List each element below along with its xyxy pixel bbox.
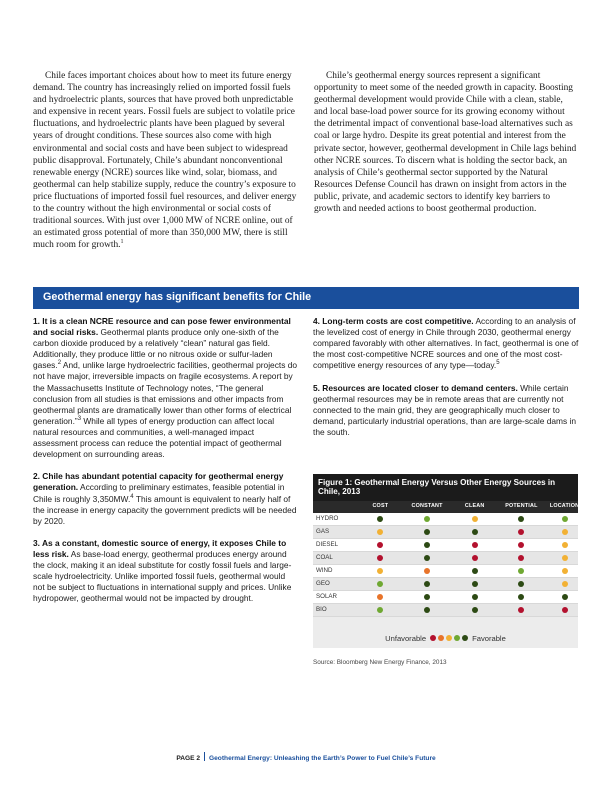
rating-dot-cost bbox=[377, 594, 383, 600]
row-label: WIND bbox=[316, 567, 333, 574]
rating-dot-potential bbox=[518, 529, 524, 535]
legend-dot-orange bbox=[438, 635, 444, 641]
section-banner-title: Geothermal energy has significant benefits for Chile bbox=[43, 291, 312, 303]
rating-dot-location bbox=[562, 594, 568, 600]
rating-dot-clean bbox=[472, 529, 478, 535]
rating-dot-cost bbox=[377, 529, 383, 535]
row-label: SOLAR bbox=[316, 593, 337, 600]
column-header-location: LOCATION bbox=[549, 503, 580, 509]
rating-dot-potential bbox=[518, 607, 524, 613]
legend-scale bbox=[429, 634, 469, 643]
figure-column-headers bbox=[313, 501, 578, 513]
table-row-wind bbox=[313, 565, 578, 578]
rating-dot-potential bbox=[518, 581, 524, 587]
benefits-right-column bbox=[313, 316, 579, 449]
rating-dot-cost bbox=[377, 607, 383, 613]
rating-dot-constant bbox=[424, 581, 430, 587]
table-row-diesel bbox=[313, 539, 578, 552]
rating-dot-clean bbox=[472, 607, 478, 613]
section-banner bbox=[33, 287, 579, 309]
benefit-1: 1. It is a clean NCRE resource and can pose fewer environmental and social risks. Geothermal plants produce only one-sixth of the carbon dioxide produced by a relatively “clean” natural gas field. Additionally, they produce little or no nitrous oxide or sulfur-laden gases.$^2$ And, unlike large hydroelectric facilities, geothermal projects do not have major, irreversible impacts on fragile ecosystems. A report by the Massachusetts Institute of Technology notes, “The general conclusion from all studies is that emissions and other impacts from geothermal plants are dramatically lower than other forms of electrical generation.”$^3$ While all types of energy production can affect local natural resources and communities, a well-managed impact assessment process can reduce the potential impact of geothermal development on surrounding areas. bbox=[33, 316, 298, 460]
figure-1-rating-table bbox=[313, 474, 578, 648]
figure-title: Figure 1: Geothermal Energy Versus Other Energy Sources in Chile, 2013 bbox=[318, 478, 556, 497]
rating-dot-constant bbox=[424, 542, 430, 548]
column-header-potential: POTENTIAL bbox=[505, 503, 538, 509]
rating-dot-location bbox=[562, 607, 568, 613]
table-row-geo bbox=[313, 578, 578, 591]
benefit-heading: 4. Long-term costs are cost competitive. bbox=[313, 316, 474, 326]
rating-dot-constant bbox=[424, 568, 430, 574]
footnote-ref: 3 bbox=[77, 416, 82, 423]
benefit-3: 3. As a constant, domestic source of energy, it exposes Chile to less risk. As base-load energy, geothermal produces energy around the clock, making it an ideal substitute for costly fossil fuels and large-scale hydroelectricity. Unlike imported fossil fuels, geothermal would not be subject to fluctuations in international supply and prices. Unlike hydropower, geothermal would not be impacted by drought. bbox=[33, 537, 292, 604]
legend-dot-yellow bbox=[446, 635, 452, 641]
benefit-heading: 1. It is a clean NCRE resource and can pose fewer environmental and social risks. bbox=[33, 316, 291, 338]
benefit-4: 4. Long-term costs are cost competitive. According to an analysis of the levelized cost of energy in Chile through 2030, geothermal energy compared favorably with other alternatives. In fact, geothermal is one of the most cost-competitive NCRE sources and one of the most cost-competitive energy resources of any type—today.$^5$ bbox=[313, 316, 579, 371]
benefit-2: 2. Chile has abundant potential capacity for geothermal energy generation. According to preliminary estimates, feasible potential in Chile is roughly 3,350MW.$^4$ This amount is equivalent to nearly half of the increase in energy capacity the government predicts will be needed by 2020. bbox=[33, 471, 297, 526]
intro-paragraph-2: Chile’s geothermal energy sources represent a significant opportunity to meet some of the needed growth in capacity. Boosting geothermal development would provide Chile with a clean, stable, and local base-load power source for its growing economy without the detrimental impact of conventional base-load alternatives such as coal or large hydro. Despite its great potential and interest from the private sector, however, geothermal development in Chile lags behind other NCRE sources. To discern what is holding the sector back, an analysis of Chile’s geothermal sector supported by the Natural Resources Defense Council has drawn on insight from actors in the public, private, and academic sectors to identify key barriers to growth and needed actions to boost geothermal production. bbox=[314, 71, 577, 215]
rating-dot-constant bbox=[424, 607, 430, 613]
table-row-bio bbox=[313, 604, 578, 617]
table-row-hydro bbox=[313, 513, 578, 526]
rating-dot-potential bbox=[518, 594, 524, 600]
rating-dot-clean bbox=[472, 568, 478, 574]
intro-right-column bbox=[314, 70, 578, 215]
table-row-gas bbox=[313, 526, 578, 539]
rating-dot-potential bbox=[518, 542, 524, 548]
row-label: COAL bbox=[316, 554, 333, 561]
intro-left-column bbox=[33, 70, 297, 251]
page-number: PAGE 2 bbox=[176, 755, 201, 762]
rating-dot-location bbox=[562, 555, 568, 561]
rating-dot-cost bbox=[377, 542, 383, 548]
legend-dot-red bbox=[430, 635, 436, 641]
rating-dot-location bbox=[562, 529, 568, 535]
rating-dot-constant bbox=[424, 529, 430, 535]
footnote-ref: 2 bbox=[57, 360, 62, 367]
rating-dot-location bbox=[562, 581, 568, 587]
rating-dot-constant bbox=[424, 555, 430, 561]
rating-dot-potential bbox=[518, 568, 524, 574]
row-label: DIESEL bbox=[316, 541, 339, 548]
page-footer bbox=[0, 752, 612, 762]
benefit-heading: 3. As a constant, domestic source of energy, it exposes Chile to less risk. bbox=[33, 537, 287, 559]
column-header-clean: CLEAN bbox=[464, 503, 485, 509]
row-label: BIO bbox=[316, 606, 327, 613]
benefits-left-column bbox=[33, 316, 299, 616]
rating-dot-constant bbox=[424, 516, 430, 522]
figure-header bbox=[313, 474, 578, 501]
rating-dot-cost bbox=[377, 555, 383, 561]
legend-dot-dark-green bbox=[462, 635, 468, 641]
legend-dot-light-green bbox=[454, 635, 460, 641]
footnote-ref: 1 bbox=[120, 239, 124, 246]
column-header-constant: CONSTANT bbox=[411, 503, 443, 509]
figure-source: Source: Bloomberg New Energy Finance, 2013 bbox=[313, 659, 447, 666]
table-row-solar bbox=[313, 591, 578, 604]
legend-unfavorable: Unfavorable bbox=[385, 634, 427, 643]
rating-dot-clean bbox=[472, 542, 478, 548]
rating-dot-clean bbox=[472, 516, 478, 522]
row-label: HYDRO bbox=[316, 515, 339, 522]
rating-dot-location bbox=[562, 542, 568, 548]
rating-dot-clean bbox=[472, 581, 478, 587]
rating-dot-clean bbox=[472, 555, 478, 561]
figure-legend bbox=[313, 634, 578, 643]
legend-favorable: Favorable bbox=[472, 634, 506, 643]
column-header-cost: COST bbox=[372, 503, 389, 509]
footnote-ref: 4 bbox=[130, 493, 134, 500]
benefit-heading: 2. Chile has abundant potential capacity for geothermal energy generation. bbox=[33, 471, 284, 493]
rating-dot-clean bbox=[472, 594, 478, 600]
rating-dot-constant bbox=[424, 594, 430, 600]
rating-dot-potential bbox=[518, 516, 524, 522]
intro-paragraph-1: Chile faces important choices about how to meet its future energy demand. The country has increasingly relied on imported fossil fuels and hydroelectric plants, sources that have proved both unpredictable and expensive in recent years. Fossil fuels are subject to volatile price fluctuations, and hydroelectric plants have been plagued by several years of drought conditions. These sources also come with high environmental and social costs and have been subject to widespread public disapproval. Fortunately, Chile’s abundant nonconventional renewable energy (NCRE) sources like wind, solar, biomass, and geothermal can help stabilize supply, reduce the country’s exposure to price fluctuations of imported fossil fuel resources, and deliver energy to the country without the high environmental or social costs of traditional sources. With just over 1,000 MW of NCRE online, out of an estimated gross potential of more than 350,000 MW, there is still much room for growth.$^1$ bbox=[33, 71, 297, 251]
rating-dot-location bbox=[562, 568, 568, 574]
rating-dot-cost bbox=[377, 516, 383, 522]
benefit-5: 5. Resources are located closer to demand centers. While certain geothermal resources may be in remote areas that are currently not connected to the main grid, they are geographically much closer to demand, particularly industrial operations, than are large-scale dams in the south. bbox=[313, 382, 577, 437]
rating-dot-cost bbox=[377, 581, 383, 587]
table-row-coal bbox=[313, 552, 578, 565]
benefit-heading: 5. Resources are located closer to demand centers. bbox=[313, 382, 518, 393]
rating-dot-potential bbox=[518, 555, 524, 561]
footer-title: Geothermal Energy: Unleashing the Earth’s Power to Fuel Chile’s Future bbox=[209, 755, 436, 762]
rating-dot-location bbox=[562, 516, 568, 522]
row-label: GAS bbox=[316, 528, 330, 535]
footnote-ref: 5 bbox=[496, 360, 500, 367]
footer-divider bbox=[204, 752, 205, 761]
rating-dot-cost bbox=[377, 568, 383, 574]
row-label: GEO bbox=[316, 580, 330, 587]
